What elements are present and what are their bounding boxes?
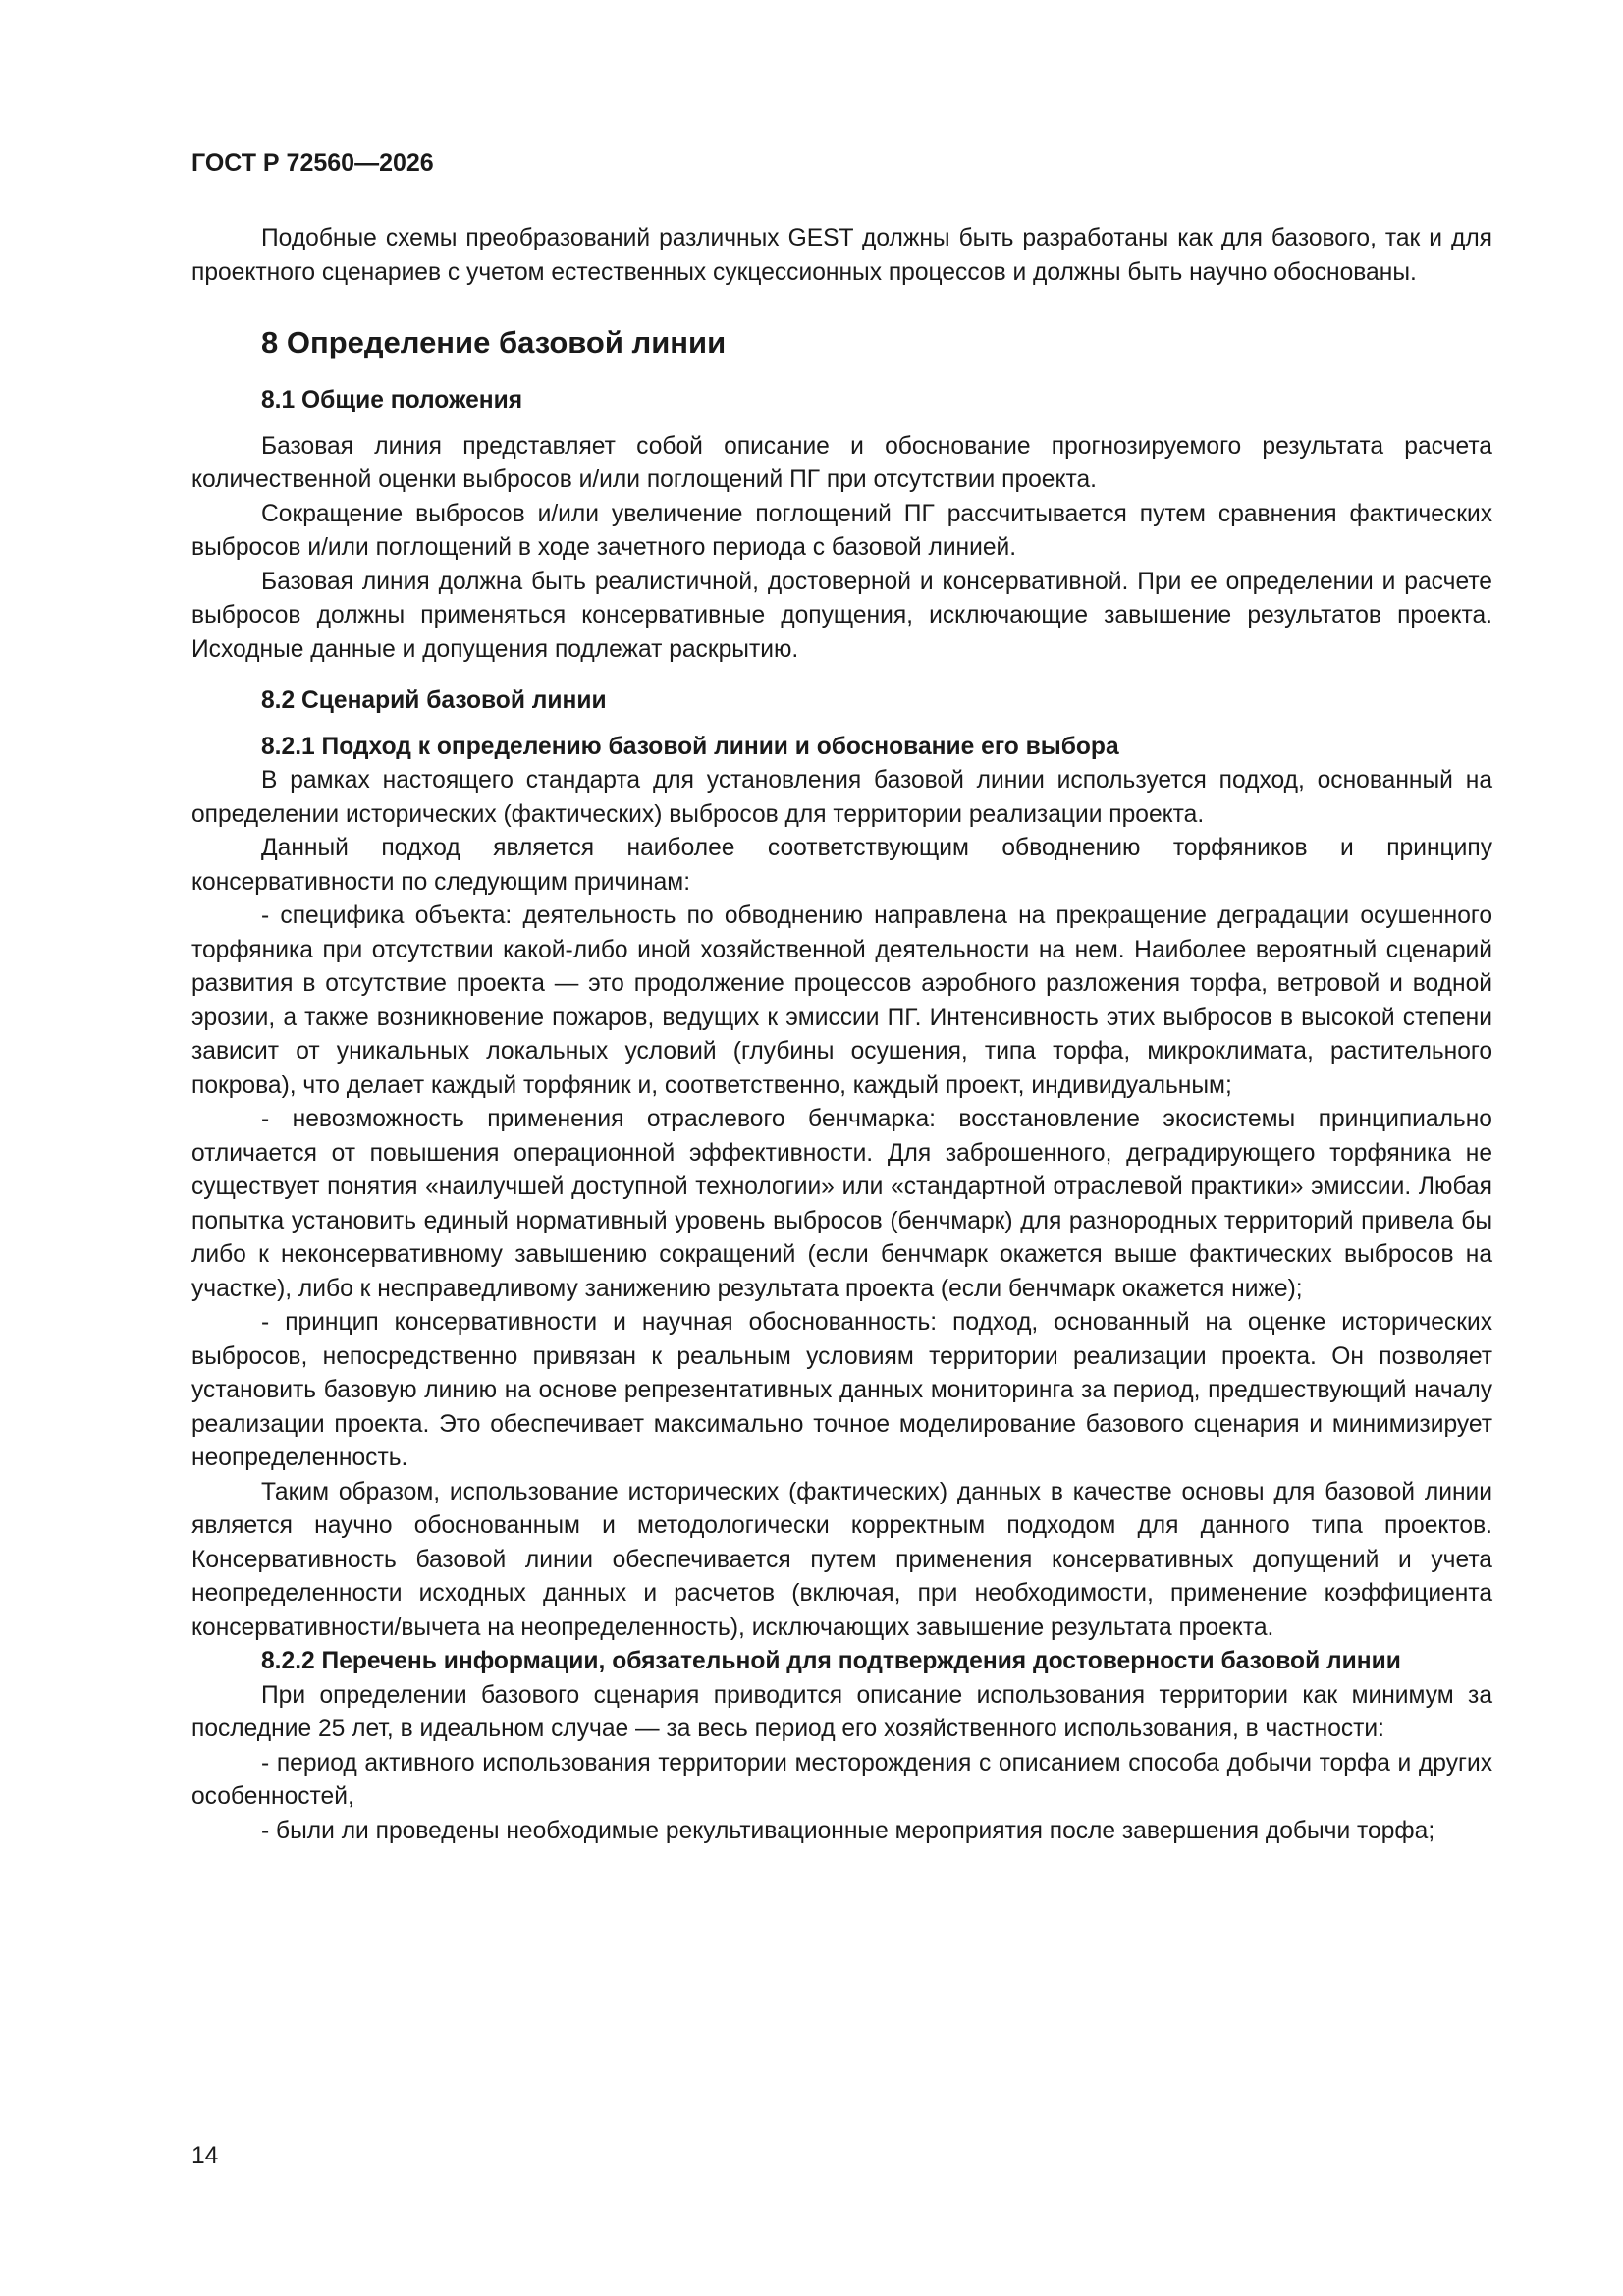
section-8-1-paragraph-3: Базовая линия должна быть реалистичной, достоверной и консервативной. При ее определении и расчете выбросов должны применяться консервативные допущения, исключающие завышение результатов проекта. Исходные данные и допущения подлежат раскрытию. <box>191 568 1492 663</box>
section-8-2-2-heading: 8.2.2 Перечень информации, обязательной для подтверждения достоверности базовой линии <box>261 1648 1401 1674</box>
document-page <box>191 147 1492 1848</box>
section-8-2-1-list-item-1: - специфика объекта: деятельность по обводнению направлена на прекращение деградации осушенного торфяника при отсутствии какой-либо иной хозяйственной деятельности на нем. Наиболее вероятный сценарий развития в отсутствие проекта — это продолжение процессов аэробного разложения торфа, ветровой и водной эрозии, а также возникновение пожаров, ведущих к эмиссии ПГ. Интенсивность этих выбросов в высокой степени зависит от уникальных локальных условий (глубины осушения, типа торфа, микроклимата, растительного покрова), что делает каждый торфяник и, соответственно, каждый проект, индивидуальным; <box>191 902 1492 1099</box>
section-8-2-1-list-item-2: - невозможность применения отраслевого бенчмарка: восстановление экосистемы принципиально отличается от повышения операционной эффективности. Для заброшенного, деградирующего торфяника не существует понятия «наилучшей доступной технологии» или «стандартной отраслевой практики» эмиссии. Любая попытка установить единый нормативный уровень выбросов (бенчмарк) для разнородных территорий привела бы либо к неконсервативному завышению сокращений (если бенчмарк окажется выше фактических выбросов на участке), либо к несправедливому занижению результата проекта (если бенчмарк окажется ниже); <box>191 1106 1492 1302</box>
section-8-2-1-paragraph-1: В рамках настоящего стандарта для установления базовой линии используется подход, основанный на определении исторических (фактических) выбросов для территории реализации проекта. <box>191 767 1492 828</box>
section-8-1-heading: 8.1 Общие положения <box>261 387 523 413</box>
section-8-2-2-list-item-2: - были ли проведены необходимые рекультивационные мероприятия после завершения добычи торфа; <box>261 1817 1435 1844</box>
section-8-2-heading: 8.2 Сценарий базовой линии <box>261 687 607 714</box>
section-8-2-2-paragraph-1: При определении базового сценария приводится описание использования территории как минимум за последние 25 лет, в идеальном случае — за весь период его хозяйственного использования, в частности: <box>191 1681 1492 1742</box>
section-8-2-1-heading: 8.2.1 Подход к определению базовой линии и обоснование его выбора <box>261 733 1119 760</box>
intro-paragraph: Подобные схемы преобразований различных GEST должны быть разработаны как для базового, так и для проектного сценариев с учетом естественных сукцессионных процессов и должны быть научно обоснованы. <box>191 225 1492 286</box>
section-8-1-paragraph-2: Сокращение выбросов и/или увеличение поглощений ПГ рассчитывается путем сравнения фактических выбросов и/или поглощений в ходе зачетного периода с базовой линией. <box>191 500 1492 561</box>
section-8-2-2-list-item-1: - период активного использования территории месторождения с описанием способа добычи торфа и других особенностей, <box>191 1749 1492 1810</box>
section-8-2-1-paragraph-2: Данный подход является наиболее соответствующим обводнению торфяников и принципу консервативности по следующим причинам: <box>191 835 1492 896</box>
section-8-2-1-list-item-3: - принцип консервативности и научная обоснованность: подход, основанный на оценке исторических выбросов, непосредственно привязан к реальным условиям территории реализации проекта. Он позволяет установить базовую линию на основе репрезентативных данных мониторинга за период, предшествующий началу реализации проекта. Это обеспечивает максимально точное моделирование базового сценария и минимизирует неопределенность. <box>191 1309 1492 1471</box>
section-8-heading: 8 Определение базовой линии <box>261 325 727 359</box>
page-number: 14 <box>191 2143 219 2169</box>
document-header: ГОСТ Р 72560—2026 <box>191 149 434 177</box>
section-8-1-paragraph-1: Базовая линия представляет собой описание и обоснование прогнозируемого результата расчета количественной оценки выбросов и/или поглощений ПГ при отсутствии проекта. <box>191 432 1492 493</box>
section-8-2-1-paragraph-3: Таким образом, использование исторических (фактических) данных в качестве основы для базовой линии является научно обоснованным и методологически корректным подходом для данного типа проектов. Консервативность базовой линии обеспечивается путем применения консервативных допущений и учета неопределенности исходных данных и расчетов (включая, при необходимости, применение коэффициента консервативности/вычета на неопределенность), исключающих завышение результата проекта. <box>191 1478 1492 1641</box>
